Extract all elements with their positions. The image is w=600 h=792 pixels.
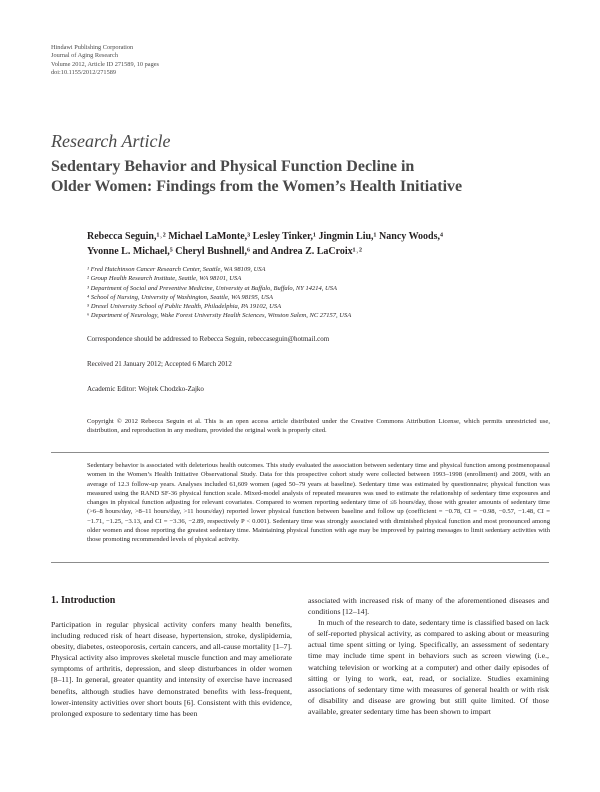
volume-info: Volume 2012, Article ID 271589, 10 pages bbox=[51, 60, 159, 68]
affiliation-item: ² Group Health Research Institute, Seattle, WA 98101, USA bbox=[87, 275, 242, 283]
body-paragraph: Participation in regular physical activity confers many health benefits, including reduced risk of heart disease, hypertension, stroke, dyslipidemia, obesity, diabetes, osteoporosis, certain cancers, and all-cause mortality [1–7]. Physical activity also improves skeletal muscle function and may ameliorate symptoms of arthritis, depression, and sleep disturbances in older women [8–11]. In general, greater quantity and intensity of exercise have increased benefits, although studies have demonstrated benefits with less-frequent, lower-intensity activities over short bouts [6]. Consistent with this evidence, prolonged exposure to sedentary time has been bbox=[51, 620, 292, 718]
author-line: Yvonne L. Michael,⁵ Cheryl Bushnell,⁶ and Andrea Z. LaCroix¹˒² bbox=[87, 246, 362, 257]
title-line: Sedentary Behavior and Physical Function Decline in bbox=[51, 158, 415, 175]
affiliation-item: ⁴ School of Nursing, University of Washington, Seattle, WA 98195, USA bbox=[87, 293, 273, 301]
affiliation-item: ¹ Fred Hutchinson Cancer Research Center, Seattle, WA 98109, USA bbox=[87, 266, 266, 273]
divider-bottom bbox=[51, 562, 549, 563]
author-line: Rebecca Seguin,¹˒² Michael LaMonte,³ Lesley Tinker,¹ Jingmin Liu,¹ Nancy Woods,⁴ bbox=[87, 231, 443, 242]
journal-name: Journal of Aging Research bbox=[51, 52, 118, 60]
divider-top bbox=[51, 452, 549, 453]
abstract: Sedentary behavior is associated with deleterious health outcomes. This study evaluated the association between sedentary time and physical function among postmenopausal women in the Women’s Health Initiative Observational Study. Data for this prospective cohort study were collected between 1993–1998 (enrollment) and 2009, with an average of 12.3 follow-up years. Analyses included 61,609 women (aged 50–79 years at baseline). Sedentary time was estimated by questionnaire; physical function was measured using the RAND SF-36 physical function scale. Mixed-model analysis of repeated measures was used to estimate the relationship of sedentary time exposures and changes in physical function adjusting for relevant covariates. Compared to women reporting sedentary time of ≤6 hours/day, those with greater amounts of sedentary time (>6–8 hours/day, >8–11 hours/day, >11 hours/day) reported lower physical function between baseline and follow up (coefficient = −0.78, CI = −0.98, −0.57, −1.48, CI = −1.71, −1.25, −3.13, and CI = −3.36, −2.89, respectively P < 0.001). Sedentary time was strongly associated with diminished physical function and most pronounced among older women and those reporting the greatest sedentary time. Maintaining physical function with age may be improved by pairing messages to limit sedentary activities with those promoting recommended levels of physical activity. bbox=[87, 462, 550, 544]
article-type: Research Article bbox=[51, 131, 171, 151]
affiliation-item: ⁵ Drexel University School of Public Health, Philadelphia, PA 19102, USA bbox=[87, 303, 282, 311]
title-line: Older Women: Findings from the Women’s Health Initiative bbox=[51, 178, 463, 195]
copyright-notice: Copyright © 2012 Rebecca Seguin et al. This is an open access article distributed under the Creative Commons Attribution License, which permits unrestricted use, distribution, and reproduction in any medium, provided the original work is properly cited. bbox=[87, 418, 550, 435]
affiliations bbox=[87, 265, 351, 321]
section-heading: 1. Introduction bbox=[51, 595, 116, 606]
body-paragraph: associated with increased risk of many of the aforementioned diseases and conditions [12–14]. bbox=[308, 596, 549, 617]
affiliation-item: ⁶ Department of Neurology, Wake Forest University Health Sciences, Winston Salem, NC 27157, USA bbox=[87, 312, 352, 320]
article-title bbox=[51, 157, 462, 197]
body-paragraph: In much of the research to date, sedentary time is classified based on lack of self-reported physical activity, as compared to asking about or measuring actual time spent sitting or lying. Specifically, an assessment of sedentary time may include time spent in behaviors such as screen viewing (i.e., watching television or working at a computer) and other daily episodes of sitting or lying to work, eat, read, or socialize. Studies examining associations of sedentary time with measures of general health or with risk of disability and disease are growing but still quite limited. Of those available, greater sedentary time has been shown to impart bbox=[308, 618, 549, 716]
correspondence[interactable]: Correspondence should be addressed to Rebecca Seguin, rebeccaseguin@hotmail.com bbox=[87, 335, 330, 343]
received-accepted-dates: Received 21 January 2012; Accepted 6 March 2012 bbox=[87, 360, 232, 368]
doi[interactable]: doi:10.1155/2012/271589 bbox=[51, 69, 117, 77]
publisher-name: Hindawi Publishing Corporation bbox=[51, 44, 134, 51]
journal-header bbox=[51, 44, 159, 78]
affiliation-item: ³ Department of Social and Preventive Medicine, University at Buffalo, Buffalo, NY 14214, USA bbox=[87, 284, 337, 292]
left-column bbox=[51, 595, 292, 719]
right-column bbox=[308, 595, 549, 717]
author-list bbox=[87, 229, 547, 259]
academic-editor: Academic Editor: Wojtek Chodzko-Zajko bbox=[87, 385, 204, 393]
